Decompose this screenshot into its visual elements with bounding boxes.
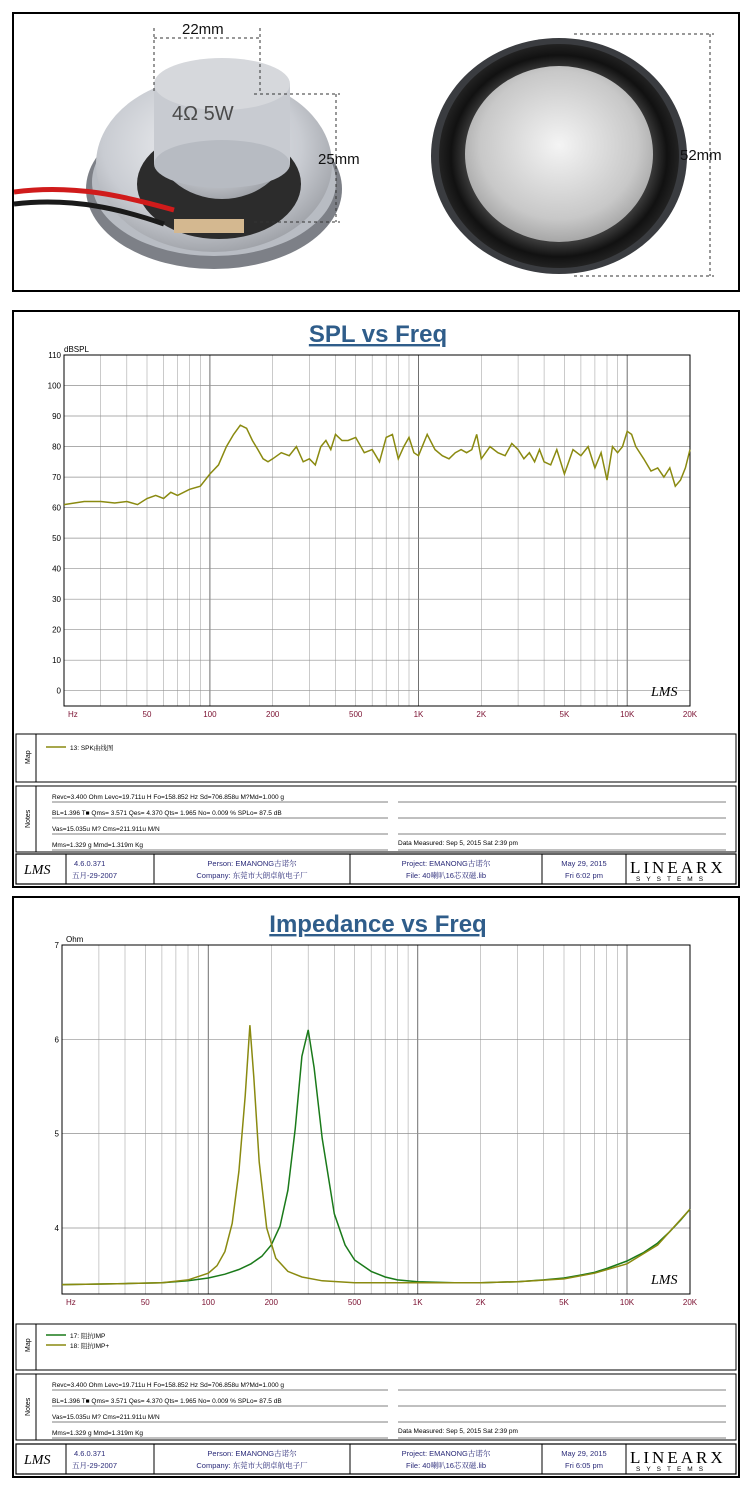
imp-series-line-1	[62, 1030, 690, 1285]
dimension-width: 22mm	[182, 21, 224, 38]
note-line: BL=1.396 T■ Qms= 3.571 Qes= 4.370 Qts= 1.965 No= 0.009 % SPLo= 87.5 dB	[52, 1398, 282, 1405]
footer-project: Project: EMANONG古诺尔	[401, 1449, 491, 1458]
footer-project: Project: EMANONG古诺尔	[401, 859, 491, 868]
x-tick-label: 200	[266, 710, 280, 719]
x-tick-label: 5K	[559, 710, 570, 719]
impedance-data-measured: Data Measured: Sep 5, 2015 Sat 2:39 pm	[398, 1428, 518, 1435]
y-tick-label: 70	[52, 473, 61, 483]
y-tick-label: 7	[54, 941, 59, 950]
y-tick-label: 80	[52, 442, 61, 452]
footer-date: 五月-29-2007	[72, 1461, 118, 1470]
x-tick-label: Hz	[66, 1298, 76, 1307]
footer-date: 五月-29-2007	[72, 871, 118, 880]
footer-company: Company: 东莞市大朗卓航电子厂	[196, 1461, 308, 1470]
spl-footer	[16, 854, 736, 884]
y-tick-label: 90	[52, 412, 61, 421]
spl-grid	[64, 355, 690, 706]
footer-file: File: 40喇叭16芯双磁.lib	[405, 871, 487, 880]
x-tick-label: Hz	[68, 710, 78, 719]
impedance-notes	[52, 1382, 726, 1438]
magnet-label: 4Ω 5W	[172, 103, 234, 125]
footer-frame	[16, 854, 736, 884]
footer-person: Person: EMANONG古诺尔	[207, 859, 297, 868]
note-line: Mms=1.329 g Mmd=1.319m Kg	[52, 842, 144, 849]
spl-notes-label: Notes	[25, 809, 32, 828]
x-tick-label: 10K	[619, 1298, 635, 1307]
x-tick-label: 200	[264, 1298, 278, 1307]
y-tick-label: 5	[54, 1129, 59, 1139]
y-tick-label: 40	[52, 564, 61, 574]
x-tick-label: 500	[347, 1298, 362, 1307]
y-tick-label: 60	[52, 503, 61, 513]
spl-data-measured: Data Measured: Sep 5, 2015 Sat 2:39 pm	[398, 840, 518, 847]
x-tick-label: 20K	[682, 710, 698, 719]
spl-series	[64, 425, 690, 504]
impedance-notes-label: Notes	[25, 1397, 32, 1416]
x-tick-label: 50	[140, 1298, 150, 1307]
footer-frame	[16, 1444, 736, 1474]
x-tick-label: 100	[201, 1298, 215, 1307]
footer-brand-sub: SYSTEMS	[636, 876, 710, 883]
y-tick-label: 100	[47, 381, 61, 391]
x-tick-label: 2K	[476, 710, 487, 719]
x-tick-label: 50	[142, 710, 152, 719]
spl-x-ticks	[68, 710, 698, 719]
legend-entry: 13: SPK曲线图	[70, 745, 114, 752]
impedance-chart	[14, 898, 738, 1476]
footer-company: Company: 东莞市大朗卓航电子厂	[196, 871, 308, 880]
imp-series-line-2	[62, 1025, 690, 1284]
note-line: Revc=3.400 Ohm Levc=19.711u H Fo=158.852 Hz Sd=706.858u M?Md=1.000 g	[52, 1382, 285, 1389]
footer-person: Person: EMANONG古诺尔	[207, 1449, 297, 1458]
footer-print-date: May 29, 2015	[561, 1449, 607, 1458]
spl-y-unit: dBSPL	[64, 345, 89, 354]
footer-file: File: 40喇叭16芯双磁.lib	[405, 1461, 487, 1470]
x-tick-label: 2K	[475, 1298, 486, 1307]
y-tick-label: 50	[52, 534, 61, 544]
spl-series-line-1	[64, 425, 690, 504]
footer-logo: LMS	[24, 863, 51, 878]
spl-lms-watermark: LMS	[651, 685, 678, 700]
x-tick-label: 20K	[682, 1298, 698, 1307]
note-line: Vas=15.035u M? Cms=211.911u M/N	[52, 826, 160, 833]
impedance-footer	[16, 1444, 736, 1474]
impedance-y-ticks	[55, 941, 60, 1233]
speaker-front-view	[431, 34, 722, 276]
y-tick-label: 4	[54, 1224, 59, 1233]
footer-logo: LMS	[24, 1453, 51, 1468]
spl-legend	[46, 743, 114, 752]
x-tick-label: 500	[349, 710, 363, 719]
dimension-diameter: 52mm	[680, 147, 722, 164]
impedance-chart-panel	[12, 896, 740, 1478]
footer-print-time: Fri 6:02 pm	[565, 871, 603, 880]
spl-chart	[14, 312, 738, 886]
x-tick-label: 1K	[413, 710, 424, 719]
plot-frame	[62, 945, 690, 1294]
impedance-series	[62, 1025, 690, 1284]
spl-title: SPL vs Freq	[308, 321, 448, 348]
x-tick-label: 100	[203, 710, 217, 719]
speaker-side-view	[14, 21, 360, 269]
spl-map-label: Map	[25, 750, 32, 764]
impedance-legend	[46, 1331, 109, 1350]
note-line: Vas=15.035u M? Cms=211.911u M/N	[52, 1414, 160, 1421]
note-line: BL=1.396 T■ Qms= 3.571 Qes= 4.370 Qts= 1.965 No= 0.009 % SPLo= 87.5 dB	[52, 810, 282, 817]
impedance-y-unit: Ohm	[66, 935, 84, 944]
dimension-height: 25mm	[318, 151, 360, 168]
y-tick-label: 6	[54, 1035, 59, 1045]
speaker-photos	[14, 14, 738, 290]
y-tick-label: 110	[48, 351, 61, 360]
y-tick-label: 0	[56, 686, 61, 696]
y-tick-label: 30	[52, 595, 61, 605]
legend-entry: 18: 阻抗IMP+	[70, 1343, 110, 1350]
impedance-grid	[62, 945, 690, 1294]
footer-brand: LINEARX	[630, 1448, 726, 1467]
legend-entry: 17: 阻抗IMP	[70, 1333, 106, 1340]
footer-version: 4.6.0.371	[74, 859, 106, 868]
footer-print-time: Fri 6:05 pm	[565, 1461, 603, 1470]
y-tick-label: 20	[52, 625, 61, 635]
spl-y-ticks	[48, 351, 62, 696]
plot-frame	[64, 355, 690, 706]
impedance-x-ticks	[66, 1298, 698, 1307]
footer-print-date: May 29, 2015	[561, 859, 607, 868]
note-line: Mms=1.329 g Mmd=1.319m Kg	[52, 1430, 144, 1437]
spl-notes	[52, 794, 726, 850]
x-tick-label: 5K	[559, 1298, 569, 1307]
footer-brand-sub: SYSTEMS	[636, 1466, 710, 1473]
footer-brand: LINEARX	[630, 858, 726, 877]
impedance-map-label: Map	[25, 1338, 32, 1352]
footer-version: 4.6.0.371	[74, 1449, 106, 1458]
speaker-photo-panel	[12, 12, 740, 292]
y-tick-label: 10	[52, 656, 61, 666]
impedance-title: Impedance vs Freq	[269, 911, 487, 938]
note-line: Revc=3.400 Ohm Levc=19.711u H Fo=158.852 Hz Sd=706.858u M?Md=1.000 g	[52, 794, 285, 801]
impedance-lms-watermark: LMS	[651, 1273, 678, 1288]
x-tick-label: 1K	[412, 1298, 423, 1307]
x-tick-label: 10K	[620, 710, 635, 719]
spl-chart-panel	[12, 310, 740, 888]
